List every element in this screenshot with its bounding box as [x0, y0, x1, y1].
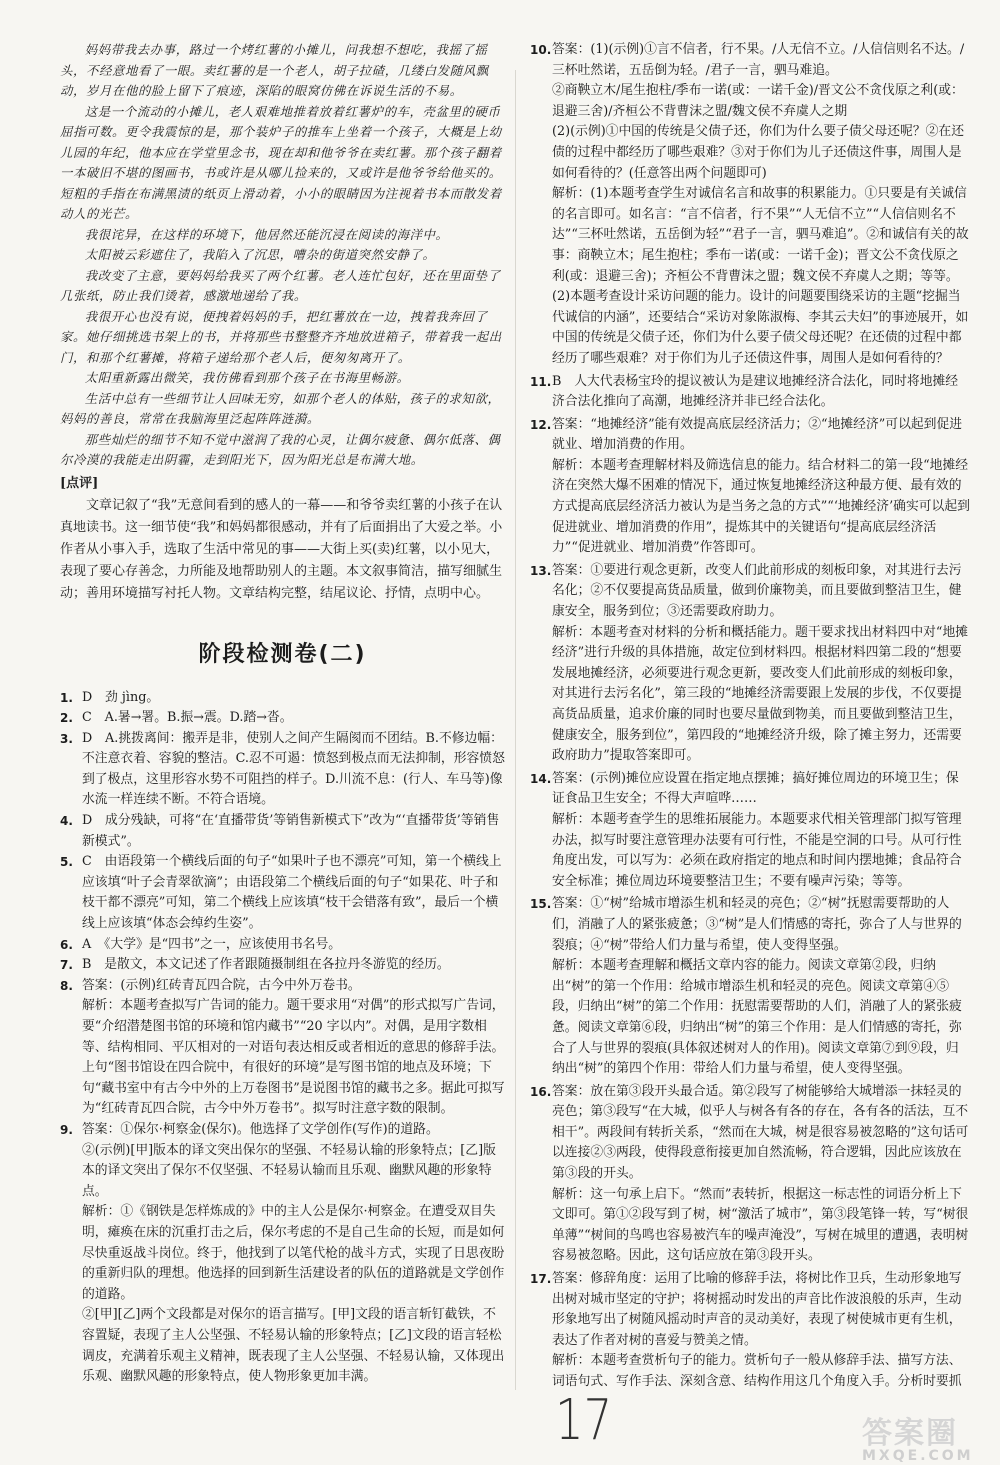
- essay-paragraph: 妈妈带我去办事，路过一个烤红薯的小摊儿，问我想不想吃，我摇了摇头，不经意地看了一眼。卖红薯的是一个老人，胡子拉碴，几缕白发随风飘动，岁月在他的脸上留下了痕迹，深陷的眼窝仿佛在诉说生活的不易。: [60, 42, 489, 98]
- comment-label: [点评]: [60, 475, 99, 491]
- answer-body: [82, 729, 505, 811]
- essay-paragraph: 我很诧异，在这样的环境下，他居然还能沉浸在阅读的海洋中。: [84, 226, 449, 242]
- answer-body: [552, 561, 970, 767]
- answer-body: [552, 894, 970, 1079]
- answer-line: C 由语段第一个横线后面的句子“如果叶子也不漂亮”可知，第一个横线上应该填“叶子会青翠欲滴”；由语段第二个横线后面的句子“如果花、叶子和枝干都不漂亮”可知，第二个横线上应该填“枝干会错落有致”，最后一个横线上应该填“体态会绰约生姿”。: [82, 854, 502, 932]
- answer-number: 2.: [60, 711, 73, 726]
- answer-line: B 人大代表杨宝玲的提议被认为是建议地摊经济合法化，同时将地摊经济合法化推向了高潮，地摊经济并非已经合法化。: [552, 373, 959, 410]
- answer-line: 解析：本题考查理解和概括文章内容的能力。阅读文章第②段，归纳出“树”的第一个作用：给城市增添生机和轻灵的亮色。阅读文章第④⑤段，归纳出“树”的第二个作用：抚慰需要帮助的人们，消融了人的紧张疲惫。阅读文章第⑥段，归纳出“树”的第三个作用：是人们情感的寄托，弥合了人与世界的裂痕(具体叙述树对人的作用)。阅读文章第⑦到⑨段，归纳出“树”的第四个作用：带给人们力量与希望，使人变得坚强。: [552, 958, 962, 1077]
- answer-line: 答案：①要进行观念更新，改变人们此前形成的刻板印象，对其进行去污名化；②不仅要提高货品质量，做到价廉物美，而且要做到整洁卫生，健康安全，服务到位；③还需要政府助力。: [552, 562, 962, 620]
- answer-line: 答案：(1)(示例)①言不信者，行不果。/人无信不立。/人信信则名不达。/三杯吐然诺，五岳倒为轻。/君子一言，驷马难追。: [552, 42, 965, 78]
- answer-item: [530, 415, 970, 559]
- answer-number: 11.: [530, 374, 552, 389]
- essay-paragraph: 我改变了主意，要妈妈给我买了两个红薯。老人连忙包好，还在里面垫了几张纸，防止我们烫着，感激地递给了我。: [60, 267, 501, 303]
- answer-item: [60, 852, 505, 934]
- answer-number: 7.: [60, 958, 73, 973]
- answer-body: [552, 372, 970, 413]
- answer-number: 17.: [530, 1272, 552, 1287]
- answer-body: [552, 769, 970, 893]
- answer-number: 5.: [60, 855, 73, 870]
- answer-body: [552, 40, 970, 370]
- right-column: [530, 40, 970, 1393]
- answer-item: [530, 894, 970, 1079]
- answer-number: 4.: [60, 814, 73, 829]
- answer-body: [82, 935, 505, 956]
- answer-item: [60, 708, 505, 729]
- essay-paragraph: 这是一个流动的小摊儿，老人艰难地推着放着红薯炉的车，壳盆里的硬币屈指可数。更令我震惊的是，那个装炉子的推车上坐着一个孩子，大概是上幼儿园的年纪，他本应在学堂里念书，现在却和他爷爷在卖红薯。那个孩子翻着一本破旧不堪的图画书，书或许是从哪儿捡来的，又或许是他爷爷给他买的。短粗的手指在布满黑渍的纸页上滑动着，小小的眼睛因为注视着书本而散发着动人的光芒。: [60, 103, 502, 221]
- essay-paragraph: 我很开心也没有说，便拽着妈妈的手，把红薯放在一边，拽着我奔回了家。她仔细挑选书架上的书，并将那些书整整齐齐地放进箱子，带着我一起出门，和那个红薯摊，将箱子递给那个老人后，便匆匆离开了。: [60, 308, 502, 365]
- answer-number: 3.: [60, 731, 73, 746]
- answer-body: [82, 852, 505, 934]
- answer-item: [60, 976, 505, 1120]
- answer-line: 解析：这一句承上启下。“然而”表转折，根据这一标志性的词语分析上下文即可。第①②段写到了树，树“激活了城市”，第③段笔锋一转，写“树很单薄”“树间的鸟鸣也容易被汽车的噪声淹没”，写树在城里的遭遇，表明树容易被忽略。因此，这句话应放在第③段开头。: [552, 1186, 969, 1264]
- left-answer-list: [60, 688, 505, 1388]
- answer-line: ②商鞅立木/尾生抱柱/季布一诺(或：一诺千金)/晋文公不贪伐原之利(或：退避三舍)/齐桓公不背曹沫之盟/魏文侯不弃虞人之期: [552, 83, 964, 119]
- answer-line: A 《大学》是“四书”之一，应该使用书名号。: [82, 936, 342, 952]
- answer-line: (2)本题考查设计采访问题的能力。设计的问题要围绕采访的主题“挖掘当代诚信的内涵”，还要结合“采访对象陈淑梅、李其云夫妇”的事迹展开，如中国的传统是父债子还，你们为什么要子债父母还呢？在还债的过程中都经历了哪些艰难？对于你们为儿子还债这件事，周围人是如何看待的？: [552, 289, 969, 366]
- section-title: 阶段检测卷(二): [198, 641, 367, 667]
- answer-line: D 成分残缺，可将“在‘直播带货’等销售新模式下”改为“‘直播带货’等销售新模式”。: [82, 813, 500, 849]
- answer-number: 13.: [530, 563, 552, 578]
- answer-line: 解析：本题考查学生的思维拓展能力。本题要求代相关管理部门拟写管理办法，拟写时要注意管理办法要有可行性，不能是空洞的口号。从可行性角度出发，可以写为：必须在政府指定的地点和时间内摆地摊；食品符合安全标准；摊位周边环境要整洁卫生；不要有噪声污染；等等。: [552, 811, 962, 889]
- answer-item: [60, 955, 505, 976]
- answer-number: 6.: [60, 937, 73, 952]
- answer-number: 12.: [530, 417, 552, 432]
- answer-line: 答案：放在第③段开头最合适。第②段写了树能够给大城增添一抹轻灵的亮色；第③段写“在大城，似乎人与树各有各的存在，各有各的活法，互不相干”。两段间有转折关系，“然而在大城，树是很容易被忽略的”这句话可以连接②③两段，使得段意衔接更加自然流畅，符合逻辑，因此应该放在第③段的开头。: [552, 1083, 969, 1182]
- answer-body: [82, 688, 505, 709]
- answer-line: 答案：修辞角度：运用了比喻的修辞手法，将树比作卫兵，生动形象地写出树对城市坚定的守护；将树摇动时发出的声音比作波浪般的乐声，生动形象地写出了树随风摇动时声音的灵动美好，表现了树使城市更有生机，表达了作者对树的喜爱与赞美之情。: [552, 1271, 962, 1348]
- answer-body: [82, 976, 505, 1120]
- page-number: 17: [555, 1388, 613, 1453]
- answer-line: (2)(示例)①中国的传统是父债子还，你们为什么要子债父母还呢？②在还债的过程中都经历了哪些艰难？③对于你们为儿子还债这件事，周围人是如何看待的？(任意答出两个问题即可): [552, 124, 965, 181]
- watermark-text: 答案圈: [862, 1416, 958, 1451]
- answer-number: 14.: [530, 771, 552, 786]
- answer-line: D A.挑拨离间：搬弄是非，使别人之间产生隔阂而不团结。B.不修边幅：不注意衣着、容貌的整洁。C.忍不可遏：愤怒到极点而无法抑制，形容愤怒到了极点，这里形容水势不可阻挡的样子。D.川流不息：(行人、车马等)像水流一样连续不断。不符合语境。: [82, 730, 505, 808]
- answer-line: 解析：(1)本题考查学生对诚信名言和故事的积累能力。①只要是有关诚信的名言即可。如名言：“言不信者，行不果”“人无信不立”“人信信则名不达”“三杯吐然诺，五岳倒为轻”“君子一言，驷马难追”。②和诚信有关的故事：商鞅立木；尾生抱柱；季布一诺(或：一诺千金)；晋文公不贪伐原之利(或：退避三舍)；齐桓公不背曹沫之盟；魏文侯不弃虞人之期；等等。: [552, 186, 969, 284]
- answer-line: B 是散文，本文记述了作者跟随摄制组在各拉丹冬游览的经历。: [82, 957, 450, 973]
- answer-line: 解析：本题考查理解材料及筛选信息的能力。结合材料二的第一段“地摊经济在突然大爆不困难的情况下，通过恢复地摊经济这种最方便、最有效的方式提高底层经济活力被认为是当务之急的方式”“‘地摊经济’确实可以起到促进就业、增加消费的作用”，提炼其中的关键语句“提高底层经济活力”“促进就业、增加消费”作答即可。: [552, 457, 970, 556]
- essay-paragraph: 那些灿烂的细节不知不觉中滋润了我的心灵，让偶尔疲惫、偶尔低落、偶尔冷漠的我能走出阴霾，走到阳光下，因为阳光总是布满大地。: [60, 431, 501, 467]
- answer-line: 答案：(示例)摊位应设置在指定地点摆摊；搞好摊位周边的环境卫生；保证食品卫生安全；不得大声喧哗……: [552, 770, 959, 807]
- answer-line: 解析：本题考查赏析句子的能力。赏析句子一般从修辞手法、描写方法、词语句式、写作手法、深刻含意、结构作用这几个角度入手。分析时要抓: [552, 1353, 962, 1389]
- answer-line: 解析：①《钢铁是怎样炼成的》中的主人公是保尔·柯察金。在遭受双目失明，瘫痪在床的沉重打击之后，保尔考虑的不是自己生命的长短，而是如何尽快重返战斗岗位。终于，他找到了以笔代枪的战斗方式，实现了日思夜盼的重新归队的理想。他选择的回到新生活建设者的队伍的道路就是文学创作的道路。: [82, 1204, 505, 1302]
- answer-number: 1.: [60, 690, 73, 705]
- answer-line: 解析：本题考查拟写广告词的能力。题干要求用“对偶”的形式拟写广告词，要“介绍潜楚图书馆的环境和馆内藏书”“20 字以内”。对偶，是用字数相等、结构相同、平仄相对的一对语句表达相反或者相近的意思的修辞手法。上句“图书馆设在四合院中，有很好的环境”是写图书馆的地点及环境；下句“藏书室中有古今中外的上万卷图书”是说图书馆的藏书之多。据此可拟写为“红砖青瓦四合院，古今中外万卷书”。拟写时注意字数的限制。: [82, 998, 505, 1117]
- answer-item: [60, 688, 505, 709]
- answer-item: [530, 40, 970, 370]
- answer-body: [82, 811, 505, 852]
- comment-block: [60, 495, 505, 605]
- watermark-logo: [862, 1408, 992, 1464]
- answer-line: 答案：“地摊经济”能有效提高底层经济活力；②“地摊经济”可以起到促进就业、增加消费的作用。: [552, 416, 963, 453]
- model-essay: [60, 40, 505, 471]
- answer-number: 8.: [60, 978, 73, 993]
- answer-number: 9.: [60, 1122, 73, 1137]
- answer-body: [82, 708, 505, 729]
- answer-item: [530, 769, 970, 893]
- answer-line: 解析：本题考查对材料的分析和概括能力。题干要求找出材料四中对“地摊经济”进行升级的具体措施，故定位到材料四。根据材料四第二段的“想要发展地摊经济，必须要进行观念更新，要改变人们此前形成的刻板印象，对其进行去污名化”，第三段的“地摊经济需要跟上发展的步伐，不仅要提高货品质量，追求价廉的同时也要尽量做到物美，而且要做到整洁卫生，健康安全，服务到位”，第四段的“地摊经济升级，除了摊主努力，还需要政府助力”提取答案即可。: [552, 624, 969, 764]
- answer-line: ②[甲][乙]两个文段都是对保尔的语言描写。[甲]文段的语言斩钉截铁，不容置疑，表现了主人公坚强、不轻易认输的形象特点；[乙]文段的语言轻松调皮，充满着乐观主义精神，既表现了主人公坚强、不轻易认输，又体现出乐观、幽默风趣的形象特点，使人物形象更加丰满。: [82, 1307, 505, 1385]
- answer-item: [60, 935, 505, 956]
- answer-item: [530, 372, 970, 413]
- comment-text: 文章记叙了“我”无意间看到的感人的一幕——和爷爷卖红薯的小孩子在认真地读书。这一细节使“我”和妈妈都很感动，并有了后面捐出了大爱之举。小作者从小事入手，选取了生活中常见的事——大街上买(卖)红薯，以小见大，表现了要心存善念，力所能及地帮助别人的主题。本文叙事简洁，描写细腻生动；善用环境描写衬托人物。文章结构完整，结尾议论、抒情，点明中心。: [60, 497, 503, 601]
- answer-body: [82, 1120, 505, 1388]
- essay-paragraph: 生活中总有一些细节让人回味无穷，如那个老人的体贴，孩子的求知欲，妈妈的善良，常常在我脑海里泛起阵阵涟漪。: [60, 390, 501, 426]
- answer-number: 15.: [530, 897, 552, 912]
- answer-item: [530, 1269, 970, 1393]
- answer-line: 答案：①保尔·柯察金(保尔)。他选择了文学创作(写作)的道路。: [82, 1121, 439, 1137]
- answer-line: C A.暑→署。B.振→震。D.踏→沓。: [82, 710, 293, 726]
- answer-item: [530, 1082, 970, 1267]
- left-column: [60, 40, 505, 1388]
- answer-line: 答案：(示例)红砖青瓦四合院，古今中外万卷书。: [82, 977, 361, 993]
- watermark-url: MXQE.COM: [862, 1448, 974, 1464]
- answer-line: 答案：①“树”给城市增添生机和轻灵的亮色；②“树”抚慰需要帮助的人们，消融了人的紧张疲惫；③“树”是人们情感的寄托，弥合了人与世界的裂痕；④“树”带给人们力量与希望，使人变得坚强。: [552, 896, 962, 953]
- answer-number: 16.: [530, 1084, 552, 1099]
- essay-paragraph: 太阳重新露出微笑，我仿佛看到那个孩子在书海里畅游。: [84, 370, 410, 385]
- answer-line: D 劲 jìng。: [82, 689, 160, 705]
- answer-item: [60, 1120, 505, 1388]
- answer-body: [552, 1269, 970, 1393]
- answer-item: [60, 729, 505, 811]
- answer-item: [530, 561, 970, 767]
- answer-number: 10.: [530, 43, 552, 57]
- answer-line: ②(示例)[甲]版本的译文突出保尔的坚强、不轻易认输的形象特点；[乙]版本的译文突出了保尔不仅坚强、不轻易认输而且乐观、幽默风趣的形象特点。: [82, 1142, 496, 1199]
- answer-body: [82, 955, 505, 976]
- answer-item: [60, 811, 505, 852]
- answer-body: [552, 415, 970, 559]
- column-divider: [515, 70, 516, 1390]
- answer-body: [552, 1082, 970, 1267]
- essay-paragraph: 太阳被云彩遮住了，我陷入了沉思，嘈杂的街道突然安静了。: [84, 247, 436, 262]
